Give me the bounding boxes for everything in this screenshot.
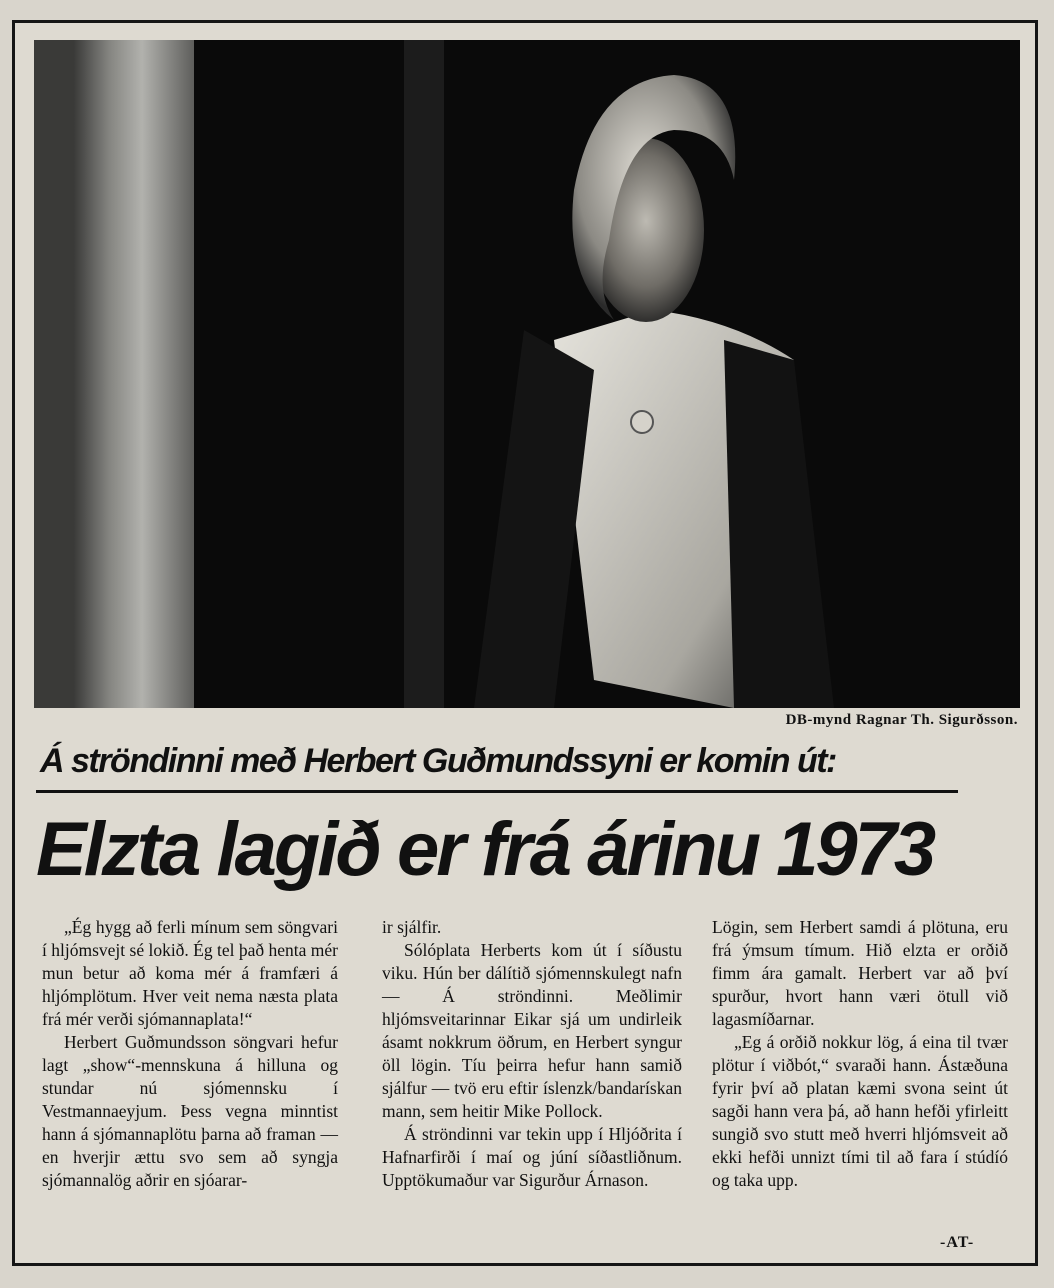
paragraph: Herbert Guðmundsson söngvari hefur lagt „show“-mennskuna á hilluna og stundar nú sjómennsku í Vestmannaeyjum. Þess vegna minntist hann á sjómannaplötu þarna að framan — en hverjir ættu svo sem að syngja sjómannalög aðrir en sjóarar- [42,1032,338,1190]
author-signature: -AT- [940,1234,975,1251]
paragraph: Sólóplata Herberts kom út í síðustu viku. Hún ber dálítið sjómennskulegt nafn — Á ströndinni. Meðlimir hljómsveitarinnar Eikar sjá um undirleik ásamt nokkrum öðrum, en Herbert syngur öll lögin. Tíu þeirra hefur hann samið sjálfur — tvö eru eftir íslenzk/bandarískan mann, sem heitir Mike Pollock. [382,940,682,1121]
article-photo [34,40,1020,708]
paragraph: Á ströndinni var tekin upp í Hljóðrita í Hafnarfirði í maí og júní síðastliðnum. Upptökumaður var Sigurður Árnason. [382,1124,682,1190]
portrait-photo [34,40,1020,708]
text-column-3 [712,916,1008,1192]
photo-caption: DB-mynd Ragnar Th. Sigurðsson. [785,712,1018,728]
paragraph: ir sjálfir. [382,917,442,937]
article-headline: Elzta lagið er frá árinu 1973 [36,807,934,892]
article-kicker: Á ströndinni með Herbert Guðmundssyni er komin út: [40,742,836,780]
kicker-rule [36,790,958,793]
text-column-1 [42,916,338,1192]
paragraph: Lögin, sem Herbert samdi á plötuna, eru frá ýmsum tímum. Hið elzta er orðið fimm ára gamalt. Herbert var að því spurður, hvort hann væri ötull við lagasmíðarnar. [712,917,1008,1029]
paragraph: „Ég hygg að ferli mínum sem söngvari í hljómsvejt sé lokið. Ég tel það henta mér mun betur að koma mér á framfæri á hljómplötum. Hver veit nema næsta plata frá mér verði sjómannaplata!“ [42,917,338,1029]
text-column-2 [382,916,682,1192]
paragraph: „Eg á orðið nokkur lög, á eina til tvær plötur í viðbót,“ svaraði hann. Ástæðuna fyrir því að platan kæmi svona seint út sagði hann vera þá, að hann hefði yfirleitt sungið svo stutt með hverri hljómsveit að ekki hefði unnizt tími til að fara í stúdíó og taka upp. [712,1032,1008,1190]
